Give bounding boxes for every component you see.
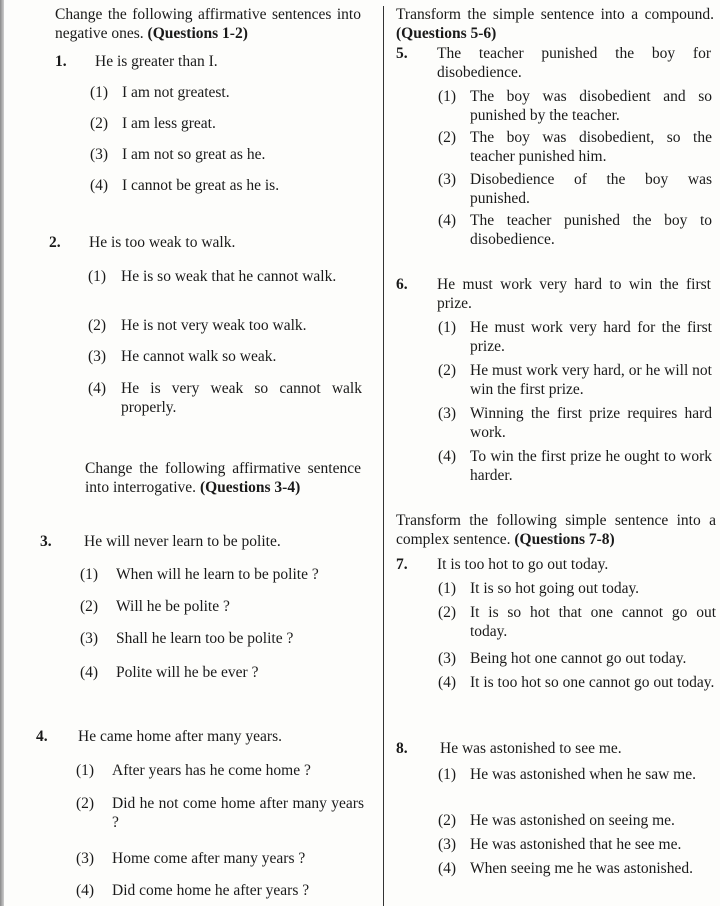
option-text: I am not so great as he. — [122, 146, 266, 163]
option-text: He was astonished that he see me. — [470, 836, 682, 853]
option-number: (1) — [438, 580, 457, 597]
instruction-ref: (Questions 7-8) — [514, 530, 615, 548]
option-number: (2) — [88, 317, 107, 334]
option-number: (4) — [438, 674, 457, 691]
option-text: When will he learn to be polite ? — [116, 566, 319, 583]
option-text: He must work very hard for the first prize. — [470, 319, 712, 355]
option-text: I am not greatest. — [122, 84, 230, 101]
option-number: (1) — [438, 766, 457, 783]
instruction-text: Change the following affirmative sentence into interrogative. — [85, 460, 361, 496]
option-text: Polite will he be ever ? — [116, 664, 259, 681]
question-number: 2. — [49, 234, 61, 251]
option-number: (1) — [80, 566, 99, 583]
option-text: I cannot be great as he is. — [122, 177, 280, 194]
question-number: 5. — [396, 45, 408, 62]
option-number: (2) — [90, 115, 109, 132]
question-text: He came home after many years. — [78, 728, 282, 745]
option-text: When seeing me he was astonished. — [470, 860, 693, 877]
option-number: (3) — [90, 146, 109, 163]
instruction-text: Transform the following simple sentence into a complex sentence. — [396, 512, 716, 548]
option-text: Will he be polite ? — [116, 598, 230, 615]
option-number: (1) — [76, 762, 95, 779]
option-text: Winning the first prize requires hard work. — [470, 405, 712, 441]
option-text: Did come home he after years ? — [112, 882, 310, 899]
option-number: (2) — [438, 362, 457, 379]
option-number: (1) — [438, 319, 457, 336]
option-number: (2) — [76, 795, 95, 812]
option-number: (1) — [90, 84, 109, 101]
option-text: He is so weak that he cannot walk. — [121, 268, 337, 285]
question-text: It is too hot to go out today. — [437, 556, 609, 573]
question-text: He is greater than I. — [95, 53, 218, 70]
column-divider — [383, 6, 384, 906]
option-number: (3) — [438, 405, 457, 422]
instruction-questions-5-6 — [396, 6, 714, 44]
question-number: 6. — [396, 276, 408, 293]
option-number: (1) — [438, 88, 457, 105]
page-scan-edge — [0, 0, 4, 906]
option-number: (1) — [88, 268, 107, 285]
question-text: The teacher punished the boy for disobedience. — [437, 45, 711, 81]
option-number: (4) — [76, 882, 95, 899]
question-number: 8. — [396, 740, 408, 757]
option-text: Being hot one cannot go out today. — [470, 650, 687, 667]
instruction-ref: (Questions 1-2) — [147, 24, 248, 42]
option-text: Disobedience of the boy was punished. — [470, 171, 712, 207]
option-text: It is so hot that one cannot go out today. — [470, 604, 716, 640]
option-number: (4) — [80, 664, 99, 681]
question-text: He is too weak to walk. — [89, 234, 236, 251]
option-text: The boy was disobedient, so the teacher punished him. — [470, 129, 712, 165]
option-number: (2) — [438, 129, 457, 146]
option-number: (3) — [80, 630, 99, 647]
instruction-text: Transform the simple sentence into a compound. — [396, 6, 714, 23]
option-number: (3) — [438, 171, 457, 188]
question-number: 1. — [55, 53, 67, 70]
option-text: It is too hot so one cannot go out today. — [470, 674, 715, 691]
option-number: (4) — [88, 380, 107, 397]
option-number: (2) — [438, 604, 457, 621]
option-text: He cannot walk so weak. — [121, 348, 277, 365]
question-text: He must work very hard to win the first prize. — [437, 276, 711, 312]
option-text: He was astonished when he saw me. — [470, 766, 696, 783]
option-text: He must work very hard, or he will not win the first prize. — [470, 362, 712, 398]
instruction-questions-7-8 — [396, 512, 716, 550]
option-number: (4) — [438, 448, 457, 465]
option-text: I am less great. — [122, 115, 216, 132]
option-number: (3) — [438, 650, 457, 667]
option-text: Shall he learn too be polite ? — [116, 630, 294, 647]
option-text: It is so hot going out today. — [470, 580, 640, 597]
instruction-ref: (Questions 5-6) — [396, 24, 497, 42]
option-text: He is very weak so cannot walk properly. — [121, 380, 362, 416]
question-number: 7. — [396, 556, 408, 573]
option-number: (3) — [88, 348, 107, 365]
option-text: To win the first prize he ought to work harder. — [470, 448, 712, 484]
option-text: Did he not come home after many years ? — [112, 795, 364, 831]
option-text: The boy was disobedient and so punished by the teacher. — [470, 88, 712, 124]
instruction-questions-1-2 — [55, 6, 361, 44]
option-number: (2) — [438, 812, 457, 829]
option-number: (3) — [76, 850, 95, 867]
option-text: He was astonished on seeing me. — [470, 812, 675, 829]
option-text: He is not very weak too walk. — [121, 317, 307, 334]
option-number: (3) — [438, 836, 457, 853]
question-number: 4. — [36, 728, 48, 745]
option-number: (4) — [438, 212, 457, 229]
instruction-text: Change the following affirmative sentences into negative ones. — [55, 6, 361, 42]
question-text: He was astonished to see me. — [440, 740, 622, 757]
option-number: (4) — [438, 860, 457, 877]
question-text: He will never learn to be polite. — [84, 533, 281, 550]
option-text: The teacher punished the boy to disobedience. — [470, 212, 712, 248]
option-number: (2) — [80, 598, 99, 615]
option-number: (4) — [90, 177, 109, 194]
question-number: 3. — [40, 533, 52, 550]
instruction-questions-3-4 — [85, 460, 361, 498]
instruction-ref: (Questions 3-4) — [199, 478, 301, 496]
option-text: Home come after many years ? — [112, 850, 306, 867]
option-text: After years has he come home ? — [112, 762, 311, 779]
